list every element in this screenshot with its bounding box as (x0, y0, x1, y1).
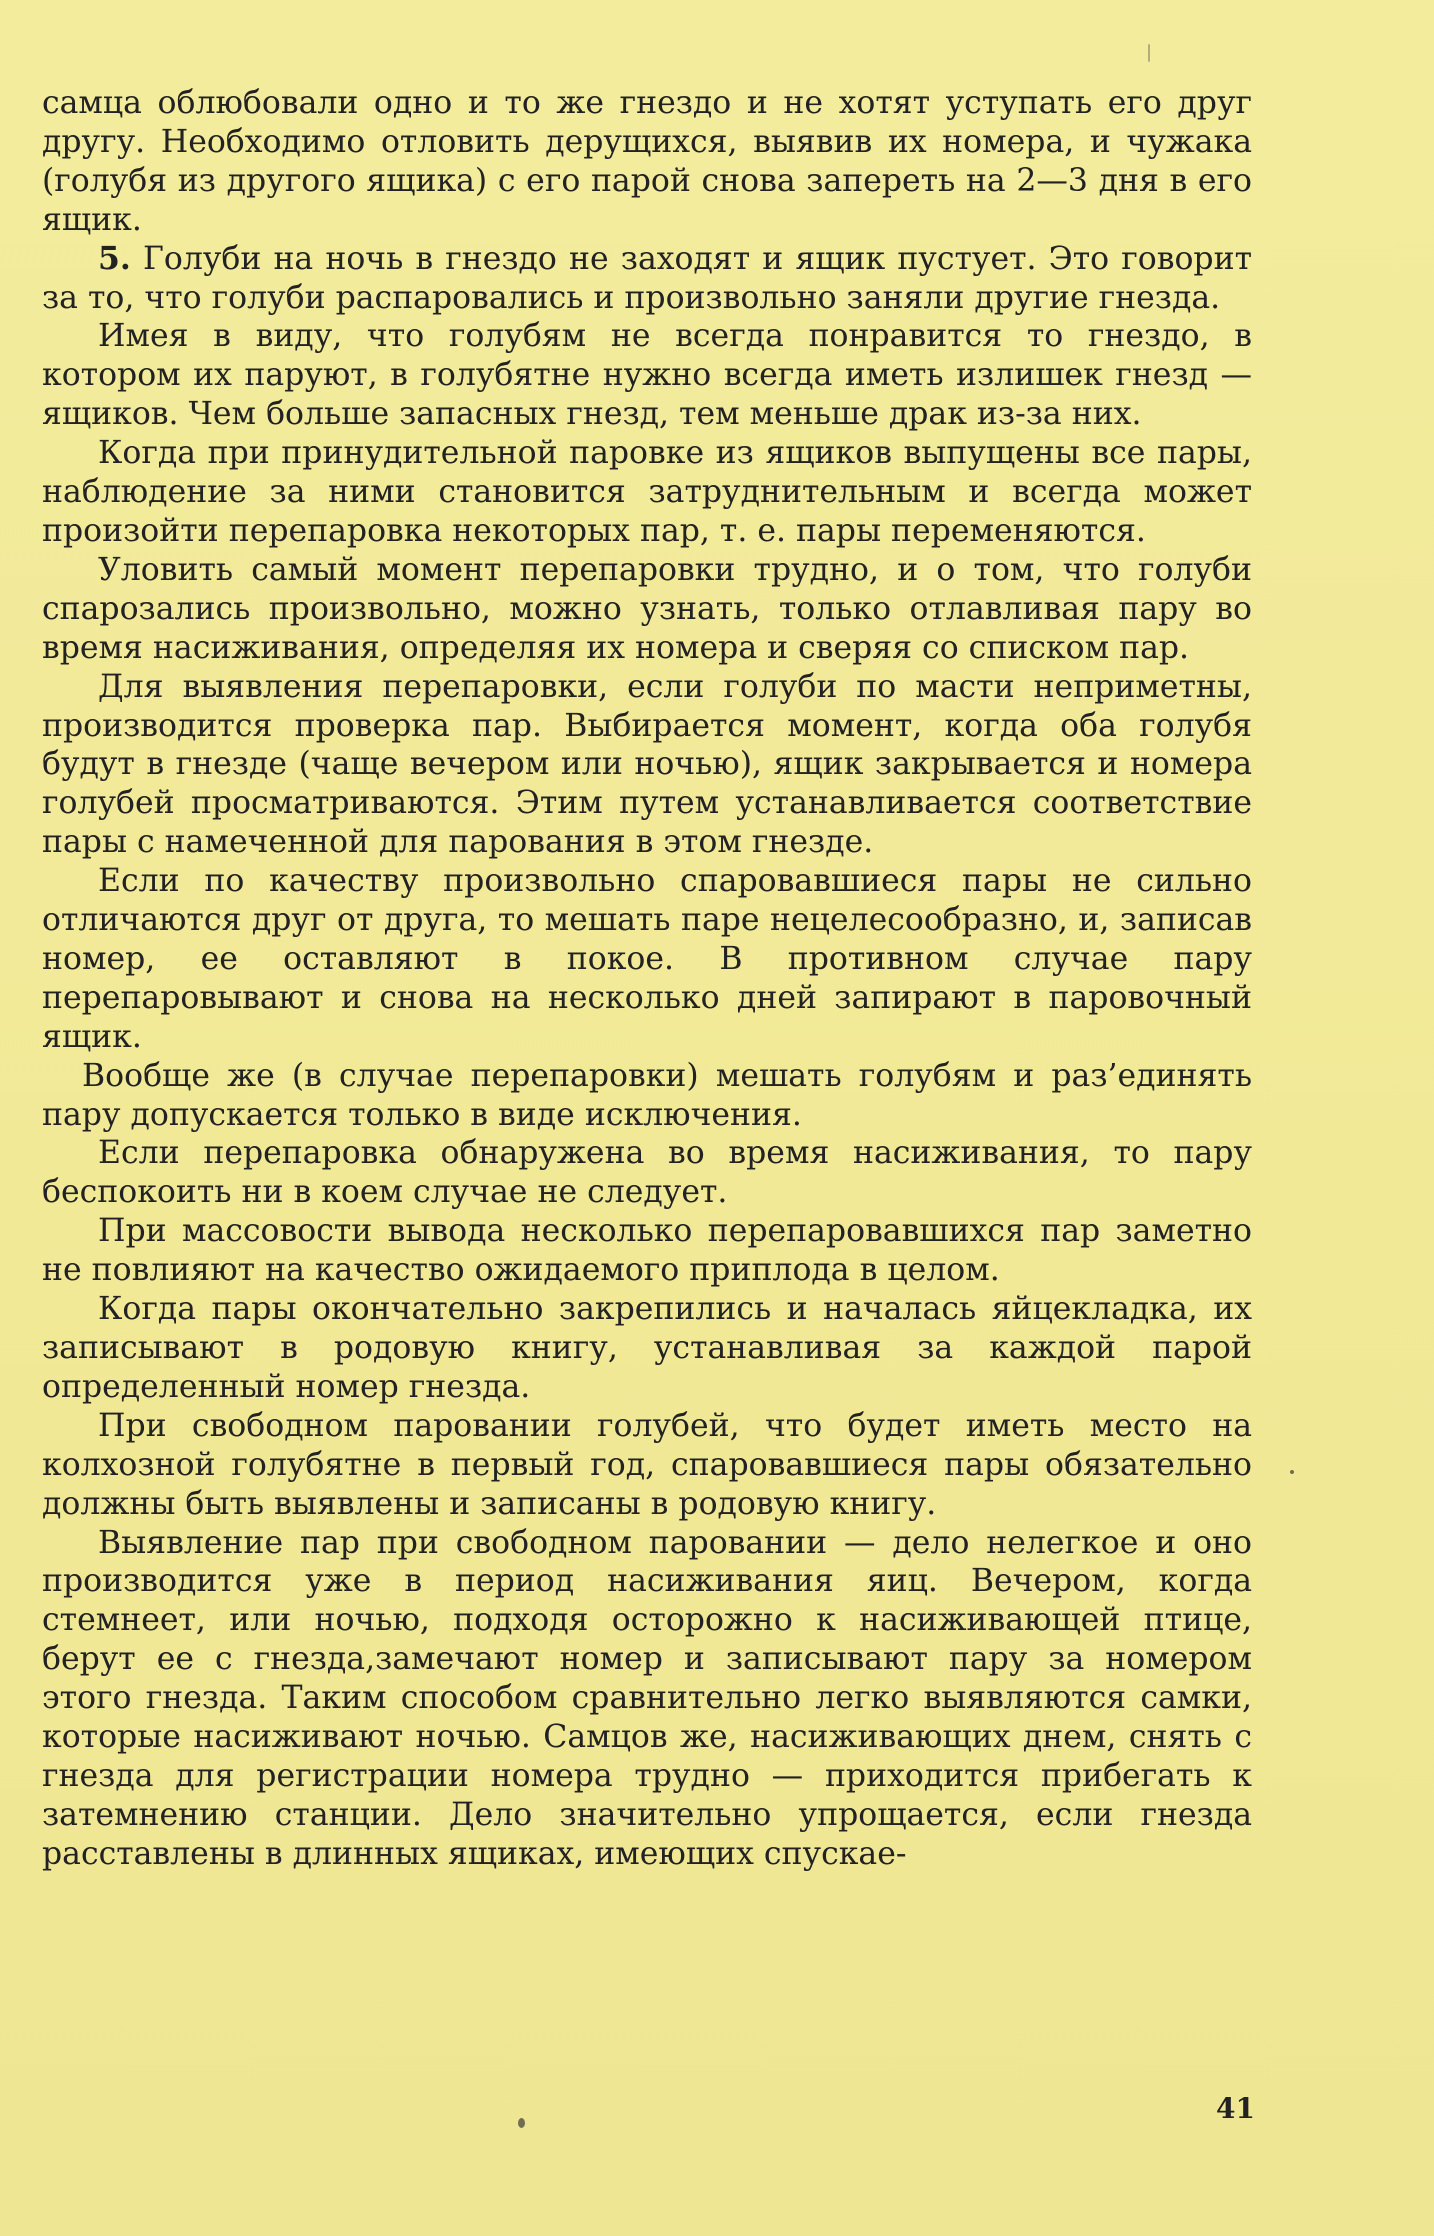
ink-speck (1148, 44, 1150, 62)
ink-speck (518, 2118, 525, 2128)
paragraph-continuation: самца облюбовали одно и то же гнездо и не хотят уступать его друг другу. Необходимо отловить дерущихся, выявив их номера, и чужака (голубя из другого ящика) с его парой снова запереть на 2—3 дня в его ящик. (42, 85, 1252, 238)
ink-speck (1290, 1470, 1294, 1474)
paragraph: Если перепаровка обнаружена во время насиживания, то пару беспокоить ни в коем случае не следует. (42, 1135, 1252, 1211)
paragraph: При массовости вывода несколько перепаровавшихся пар заметно не повлияют на качество ожидаемого приплода в целом. (42, 1213, 1252, 1289)
paragraph: Когда пары окончательно закрепились и началась яйцекладка, их записывают в родовую книгу, устанавливая за каждой парой определенный номер гнезда. (42, 1291, 1252, 1405)
body-text (42, 84, 1252, 1874)
page-number: 41 (1216, 2092, 1255, 2125)
paragraph: Уловить самый момент перепаровки трудно, и о том, что голуби спарозались произвольно, можно узнать, только отлавливая пару во время насиживания, определяя их номера и сверяя со списком пар. (42, 551, 1252, 666)
paragraph: Когда при принудительной паровке из ящиков выпущены все пары, наблюдение за ними становится затруднительным и всегда может произойти перепаровка некоторых пар, т. е. пары переменяются. (42, 435, 1252, 549)
paragraph: Для выявления перепаровки, если голуби по масти неприметны, производится проверка пар. Выбирается момент, когда оба голубя будут в гнезде (чаще вечером или ночью), ящик закрывается и номера голубей просматриваются. Этим путем устанавливается соответствие пары с намеченной для парования в этом гнезде. (42, 668, 1252, 861)
item-number: 5. (98, 239, 131, 277)
paragraph-item-5: 5. Голуби на ночь в гнездо не заходят и ящик пустует. Это говорит за то, что голуби распаровались и произвольно заняли другие гнезда. (42, 239, 1252, 316)
paragraph: Выявление пар при свободном паровании — дело нелегкое и оно производится уже в период насиживания яиц. Вечером, когда стемнеет, или ночью, подходя осторожно к насиживающей птице, берут ее с гнезда,замечают номер и записывают пару за номером этого гнезда. Таким способом сравнительно легко выявляются самки, которые насиживают ночью. Самцов же, насиживающих днем, снять с гнезда для регистрации номера трудно — приходится прибегать к затемнению станции. Дело значительно упрощается, если гнезда расставлены в длинных ящиках, имеющих спускае- (42, 1524, 1252, 1872)
paragraph: Вообще же (в случае перепаровки) мешать голубям и раз’единять пару допускается только в виде исключения. (42, 1057, 1252, 1133)
paragraph: При свободном паровании голубей, что будет иметь место на колхозной голубятне в первый год, спаровавшиеся пары обязательно должны быть выявлены и записаны в родовую книгу. (42, 1407, 1252, 1522)
paragraph: Имея в виду, что голубям не всегда понравится то гнездо, в котором их паруют, в голубятне нужно всегда иметь излишек гнезд — ящиков. Чем больше запасных гнезд, тем меньше драк из-за них. (42, 318, 1252, 433)
paragraph: Если по качеству произвольно спаровавшиеся пары не сильно отличаются друг от друга, то мешать паре нецелесообразно, и, записав номер, ее оставляют в покое. В противном случае пару перепаровывают и снова на несколько дней запирают в паровочный ящик. (42, 863, 1252, 1055)
